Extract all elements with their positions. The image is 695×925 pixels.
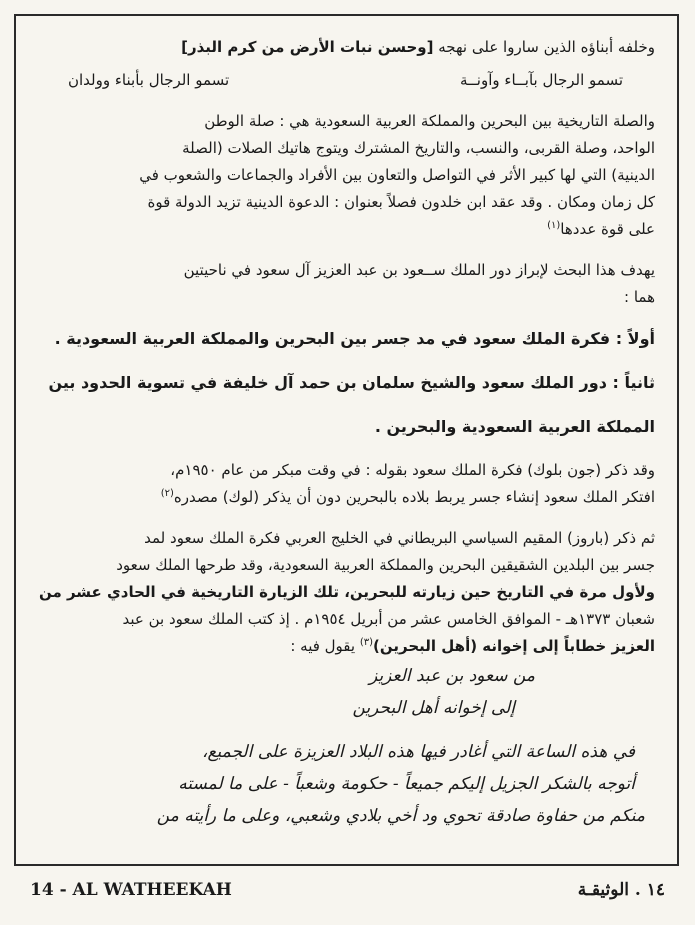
intro-quote: [وحسن نبات الأرض من كرم البذر]: [181, 38, 434, 56]
verse-second-hemistich: تسمو الرجال بأبناء وولدان: [68, 71, 230, 89]
letter-line: منكم من حفاوة صادقة تحوي ود أخي بلادي وشعبي، وعلى ما رأيته من: [156, 806, 645, 826]
letter-to: إلى إخوانه أهل البحرين: [352, 698, 515, 718]
paragraph-barrows: ثم ذكر (باروز) المقيم السياسي البريطاني في الخليج العربي فكرة الملك سعود لمد جسر بين البلدين الشقيقين البحرين والمملكة العربية السعودية، وقد طرحها الملك سعود ولأول مرة في التاريخ حين زيارته للبحرين، تلك الزيارة التاريخية في الحادي عشر من شعبان ١٣٧٣هـ - الموافق الخامس عشر من أبريل ١٩٥٤م . إذ كتب الملك سعود بن عبد العزيز خطاباً إلى إخوانه (أهل البحرين)$^{(٣)}$ يقول فيه :: [38, 529, 655, 655]
footnote-ref: (٢): [160, 488, 174, 499]
point-one: أولاً : فكرة الملك سعود في مد جسر بين البحرين والمملكة العربية السعودية .: [54, 329, 655, 348]
letter-line: في هذه الساعة التي أغادر فيها هذه البلاد العزيزة على الجميع،: [201, 742, 635, 762]
page-body: [36, 34, 655, 832]
poetry-verse: [36, 67, 655, 94]
paragraph-john-block: وقد ذكر (جون بلوك) فكرة الملك سعود بقوله : في وقت مبكر من عام ١٩٥٠م، افتكر الملك سعود إنشاء جسر يربط بلاده بالبحرين دون أن يذكر (لوك) مصدره$^{(٢)}$: [160, 461, 655, 506]
intro-line: وخلفه أبناؤه الذين ساروا على نهجه [وحسن نبات الأرض من كرم البذر]: [181, 38, 655, 56]
page-footer: [30, 880, 665, 900]
letter-line: أتوجه بالشكر الجزيل إليكم جميعاً - حكومة وشعباً - على ما لمسته: [178, 774, 635, 794]
handwritten-letter: [36, 660, 655, 832]
point-two: ثانياً : دور الملك سعود والشيخ سلمان بن حمد آل خليفة في تسوية الحدود بين المملكة العربية السعودية والبحرين .: [48, 373, 655, 436]
footer-page-number-en: 14 - AL WATHEEKAH: [30, 880, 232, 900]
paragraph-historical-ties: والصلة التاريخية بين البحرين والمملكة العربية السعودية هي : صلة الوطن الواحد، وصلة القربى، والنسب، والتاريخ المشترك ويتوج هاتيك الصلات (الصلة الدينية) التي لها كبير الأثر في التواصل والتعاون بين الأفراد والجماعات والشعوب في كل زمان ومكان . وقد عقد ابن خلدون فصلاً بعنوان : الدعوة الدينية تزيد الدولة قوة على قوة عددها$^{(١)}$: [139, 112, 655, 238]
footnote-ref: (٣): [359, 637, 374, 648]
footnote-ref: (١): [547, 220, 561, 231]
paragraph-research-aim: يهدف هذا البحث لإبراز دور الملك ســعود بن عبد العزيز آل سعود في ناحيتين هما :: [183, 261, 655, 306]
letter-from: من سعود بن عبد العزيز: [369, 666, 535, 686]
verse-first-hemistich: تسمو الرجال بآبــاء وآونــة: [459, 71, 623, 89]
footer-page-number-ar: ١٤ . الوثيقـة: [577, 880, 665, 900]
